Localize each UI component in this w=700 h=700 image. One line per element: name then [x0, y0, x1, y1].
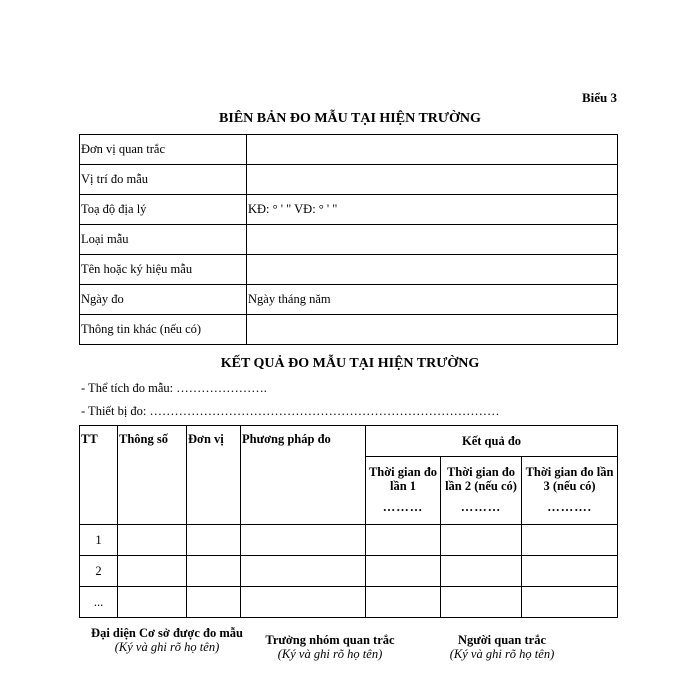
cell[interactable]: [241, 587, 366, 618]
results-title: KẾT QUẢ ĐO MẪU TẠI HIỆN TRƯỜNG: [220, 356, 480, 371]
signature-team-lead: [255, 633, 405, 662]
signature-hint: (Ký và ghi rõ họ tên): [449, 647, 555, 661]
cell[interactable]: [118, 525, 187, 556]
info-value[interactable]: [247, 225, 618, 255]
cell[interactable]: [522, 525, 618, 556]
table-row: [80, 525, 618, 556]
info-table: [79, 134, 618, 345]
document-title: BIÊN BẢN ĐO MẪU TẠI HIỆN TRƯỜNG: [219, 111, 481, 126]
cell[interactable]: [366, 556, 441, 587]
volume-line: - Thể tích đo mẫu: ………………….: [81, 381, 267, 395]
info-row: [80, 165, 618, 195]
info-value[interactable]: [247, 135, 618, 165]
table-row: [80, 587, 618, 618]
info-value[interactable]: [247, 255, 618, 285]
info-row: [80, 225, 618, 255]
cell[interactable]: [241, 556, 366, 587]
cell[interactable]: [187, 587, 241, 618]
col-time3-label: Thời gian đo lần 3 (nếu có): [525, 465, 614, 493]
signature-role: Trưởng nhóm quan trắc: [265, 633, 395, 647]
cell[interactable]: [441, 587, 522, 618]
cell[interactable]: [118, 556, 187, 587]
info-label: Đơn vị quan trắc: [80, 135, 247, 165]
cell[interactable]: [241, 525, 366, 556]
cell[interactable]: [522, 556, 618, 587]
signature-facility: [79, 626, 255, 655]
row-number: 1: [80, 525, 118, 556]
results-header-row: [80, 426, 618, 457]
row-number: ...: [80, 587, 118, 618]
info-value[interactable]: Ngày tháng năm: [247, 285, 618, 315]
device-line: - Thiết bị đo: …………………………………………………………………………: [81, 404, 500, 418]
info-value[interactable]: [247, 315, 618, 345]
info-label: Thông tin khác (nếu có): [80, 315, 247, 345]
cell[interactable]: [441, 525, 522, 556]
info-row: [80, 195, 618, 225]
info-row: [80, 315, 618, 345]
cell[interactable]: [441, 556, 522, 587]
cell[interactable]: [522, 587, 618, 618]
info-row: [80, 255, 618, 285]
cell[interactable]: [187, 525, 241, 556]
info-row: [80, 135, 618, 165]
col-time1: [366, 457, 441, 525]
signature-observer: [432, 633, 572, 662]
col-time2-label: Thời gian đo lần 2 (nếu có): [445, 465, 517, 493]
info-value[interactable]: KĐ: ° ' " VĐ: ° ' ": [247, 195, 618, 225]
cell[interactable]: [366, 587, 441, 618]
info-value[interactable]: [247, 165, 618, 195]
col-tt: TT: [80, 426, 118, 525]
table-row: [80, 556, 618, 587]
col-time2-dots: ………: [460, 500, 502, 514]
signature-role: Người quan trắc: [457, 633, 547, 647]
row-number: 2: [80, 556, 118, 587]
info-label: Ngày đo: [80, 285, 247, 315]
col-time2: [441, 457, 522, 525]
col-time1-label: Thời gian đo lần 1: [368, 465, 438, 493]
cell[interactable]: [366, 525, 441, 556]
col-param: Thông số: [118, 426, 187, 525]
col-result: Kết quả đo: [366, 426, 618, 457]
col-time1-dots: ………: [382, 500, 424, 514]
col-time3: [522, 457, 618, 525]
info-label: Vị trí đo mẫu: [80, 165, 247, 195]
signature-role: Đại diện Cơ sở được đo mẫu: [91, 626, 243, 640]
col-method: Phương pháp đo: [241, 426, 366, 525]
cell[interactable]: [118, 587, 187, 618]
info-label: Tên hoặc ký hiệu mẫu: [80, 255, 247, 285]
info-label: Toạ độ địa lý: [80, 195, 247, 225]
info-row: [80, 285, 618, 315]
col-time3-dots: ……….: [547, 500, 592, 514]
info-label: Loại mẫu: [80, 225, 247, 255]
cell[interactable]: [187, 556, 241, 587]
col-unit: Đơn vị: [187, 426, 241, 525]
results-table: [79, 425, 618, 618]
form-number: Biểu 3: [581, 90, 617, 105]
signature-hint: (Ký và ghi rõ họ tên): [277, 647, 383, 661]
signature-hint: (Ký và ghi rõ họ tên): [114, 640, 220, 654]
